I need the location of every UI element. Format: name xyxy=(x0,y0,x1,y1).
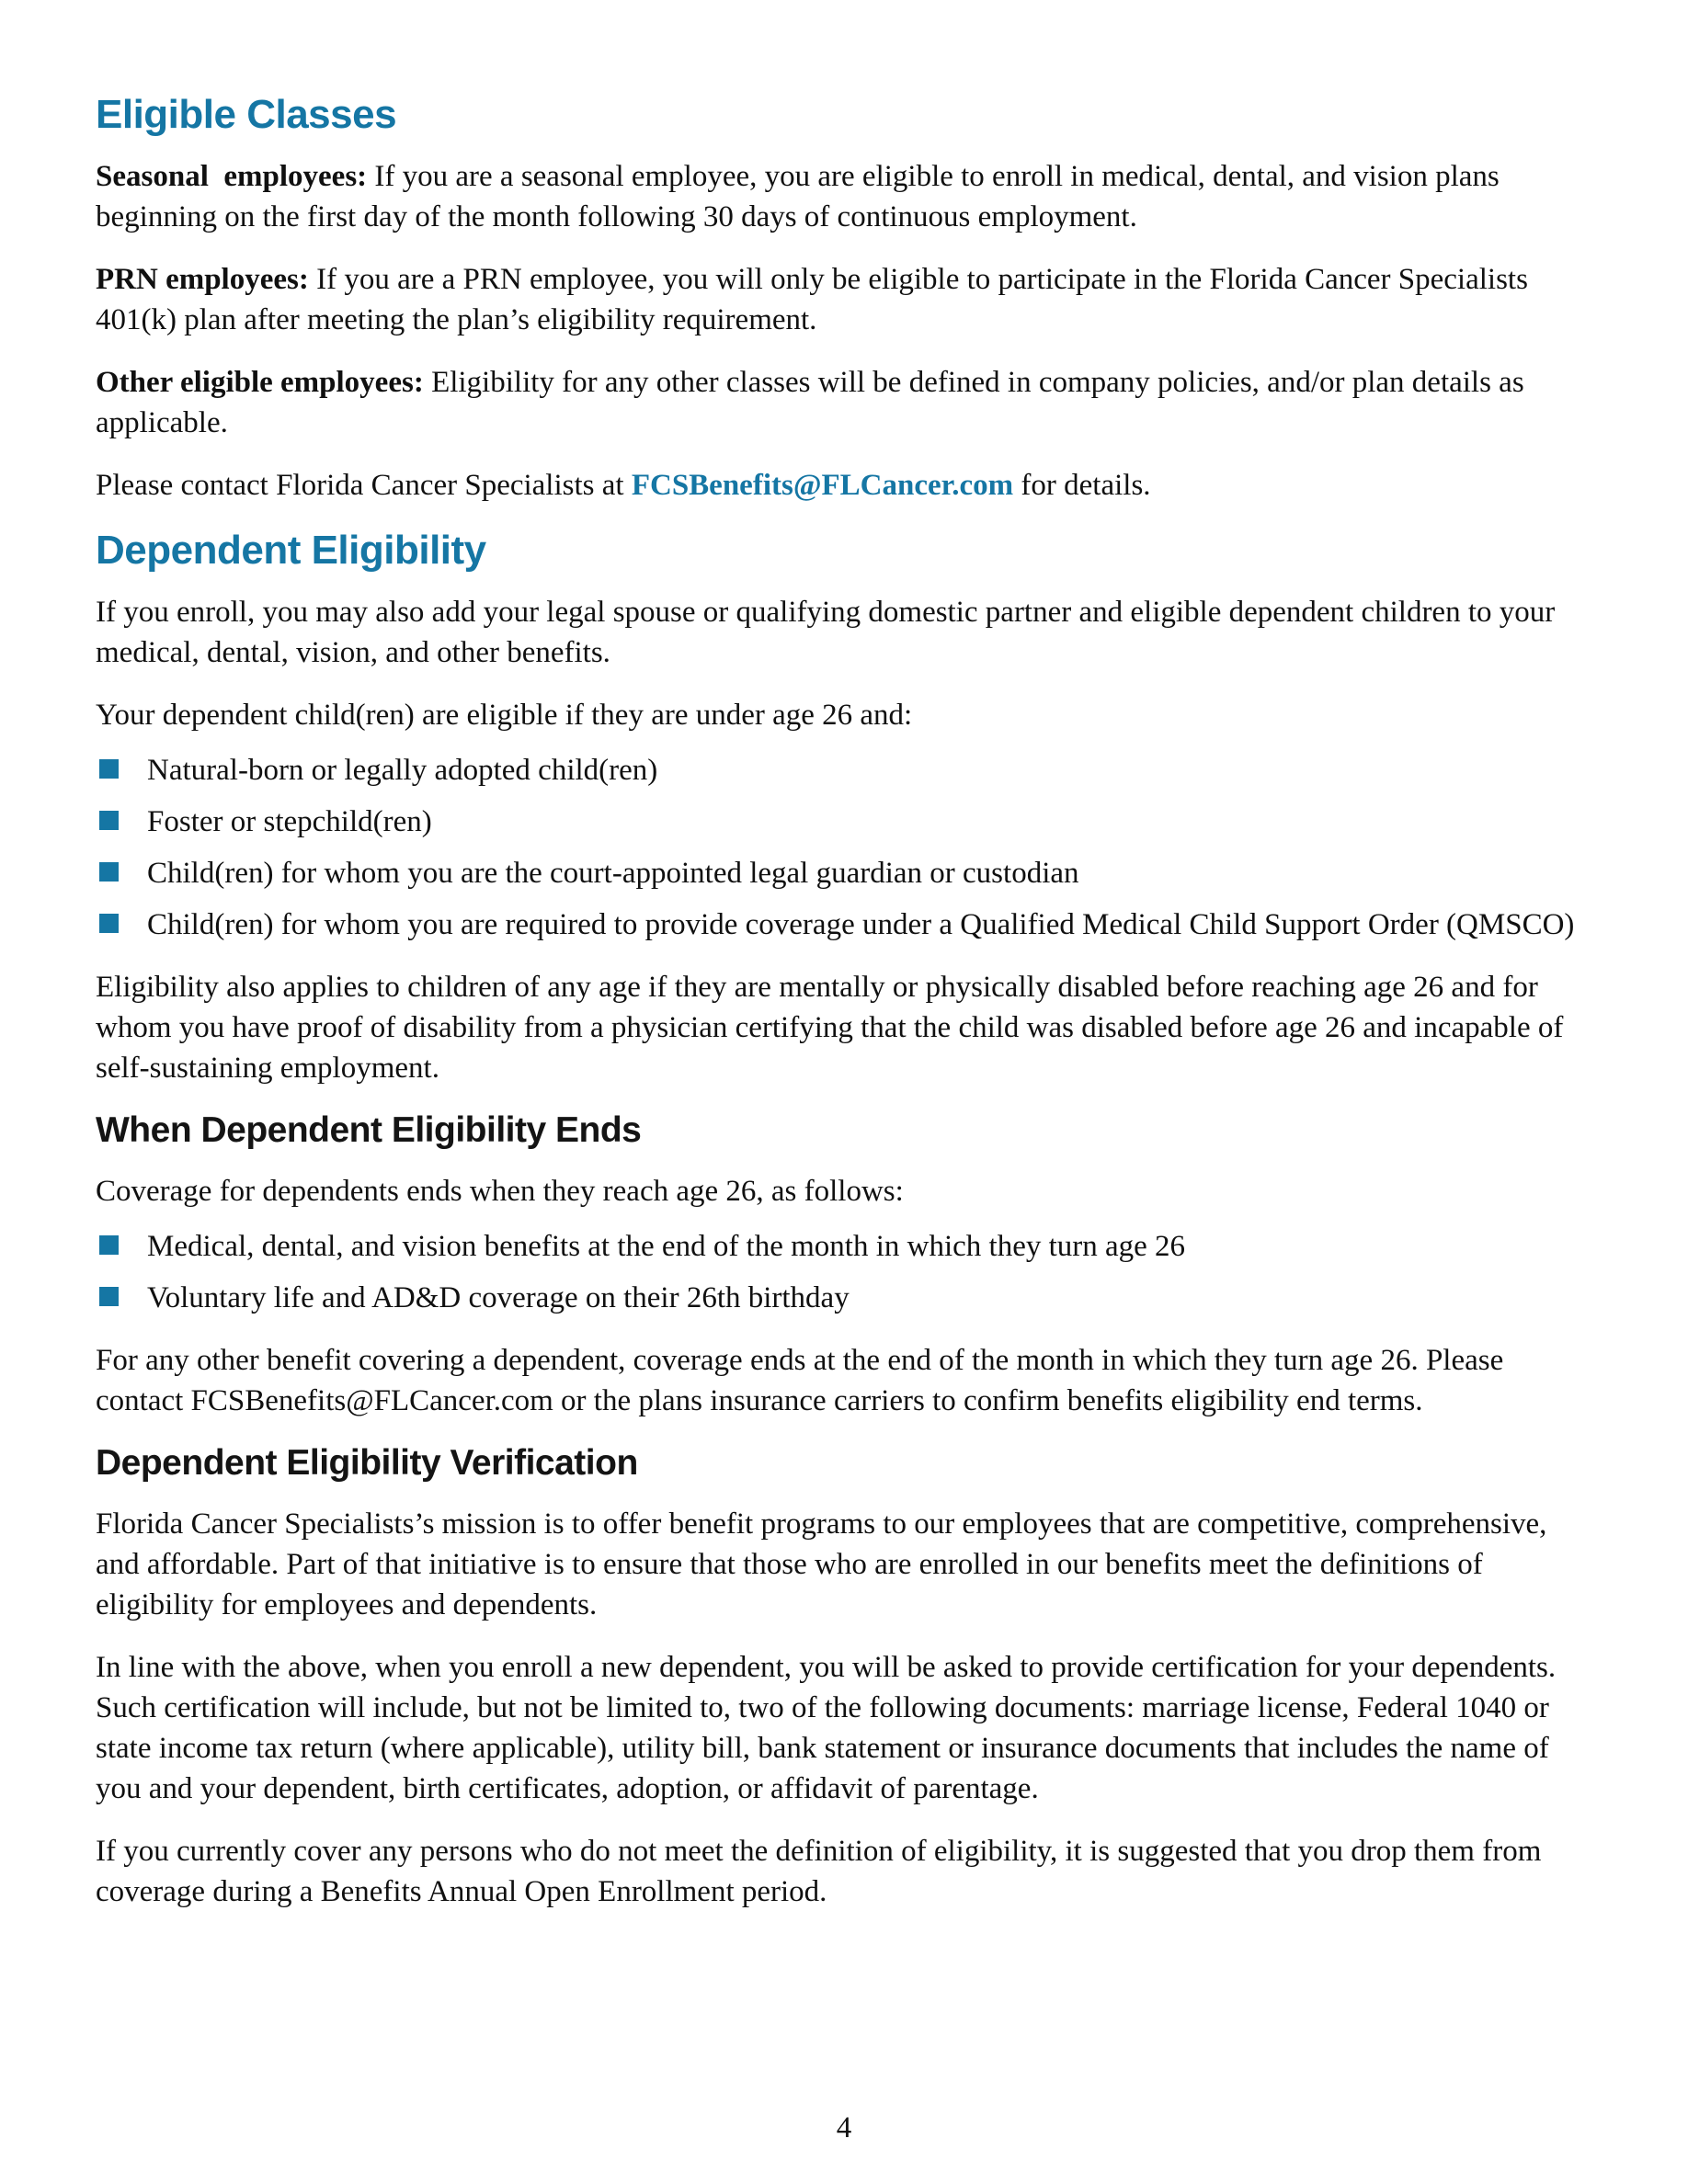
list-item-text: Foster or stepchild(ren) xyxy=(147,805,432,838)
paragraph-other-eligible-employees xyxy=(96,362,1596,443)
coverage-end-rules-list xyxy=(96,1226,1596,1318)
prn-employees-lead: PRN employees: xyxy=(96,263,309,296)
list-item-text: Natural-born or legally adopted child(ren) xyxy=(147,754,658,787)
bullet-square-icon xyxy=(99,811,119,830)
seasonal-employees-lead: Seasonal employees: xyxy=(96,160,368,193)
paragraph-certification: In line with the above, when you enroll a new dependent, you will be asked to provide certification for your dependents. Such certification will include, but not be limited to, two of the following documents: marriage license, Federal 1040 or state income tax return (where applicable), utility bill, bank statement or insurance documents that includes the name of you and your dependent, birth certificates, adoption, or affidavit of parentage. xyxy=(96,1651,1557,1805)
list-item xyxy=(96,853,1596,893)
list-item-text: Medical, dental, and vision benefits at the end of the month in which they turn age 26 xyxy=(147,1230,1186,1263)
paragraph-mission: Florida Cancer Specialists’s mission is to offer benefit programs to our employees that are competitive, comprehensive, and affordable. Part of that initiative is to ensure that those who are enrolled in our benefits meet the definitions of eligibility for employees and dependents. xyxy=(96,1507,1547,1621)
paragraph-coverage-ends-intro: Coverage for dependents ends when they reach age 26, as follows: xyxy=(96,1175,904,1208)
contact-text-after: for details. xyxy=(1013,469,1151,502)
heading-dependent-eligibility-verification: Dependent Eligibility Verification xyxy=(96,1443,638,1483)
list-item xyxy=(96,1226,1596,1267)
list-item-text: Child(ren) for whom you are the court-appointed legal guardian or custodian xyxy=(147,857,1079,890)
prn-employees-text: If you are a PRN employee, you will only be eligible to participate in the Florida Cancer Specialists 401(k) plan after meeting the plan’s eligibility requirement. xyxy=(96,263,1528,336)
paragraph-seasonal-employees xyxy=(96,156,1596,237)
page-number: 4 xyxy=(836,2111,852,2144)
contact-text-before: Please contact Florida Cancer Specialists at xyxy=(96,469,632,502)
paragraph-other-benefits-end: For any other benefit covering a dependent, coverage ends at the end of the month in which they turn age 26. Please contact FCSBenefits@FLCancer.com or the plans insurance carriers to confirm benefits eligibility end terms. xyxy=(96,1344,1504,1417)
bullet-square-icon xyxy=(99,862,119,882)
heading-when-dependent-eligibility-ends: When Dependent Eligibility Ends xyxy=(96,1110,642,1150)
heading-eligible-classes: Eligible Classes xyxy=(96,92,397,137)
list-item xyxy=(96,904,1596,945)
list-item xyxy=(96,802,1596,842)
paragraph-child-criteria-intro: Your dependent child(ren) are eligible if they are under age 26 and: xyxy=(96,699,913,732)
paragraph-contact xyxy=(96,465,1596,506)
paragraph-disabled-children: Eligibility also applies to children of any age if they are mentally or physically disabled before reaching age 26 and for whom you have proof of disability from a physician certifying that the child was disabled before age 26 and incapable of self-sustaining employment. xyxy=(96,971,1564,1085)
other-eligible-text: Eligibility for any other classes will be defined in company policies, and/or plan details as applicable. xyxy=(96,366,1524,439)
bullet-square-icon xyxy=(99,1287,119,1306)
paragraph-drop-coverage: If you currently cover any persons who do not meet the definition of eligibility, it is suggested that you drop them from coverage during a Benefits Annual Open Enrollment period. xyxy=(96,1835,1542,1908)
list-item xyxy=(96,1278,1596,1318)
heading-dependent-eligibility: Dependent Eligibility xyxy=(96,528,486,573)
seasonal-employees-text: If you are a seasonal employee, you are eligible to enroll in medical, dental, and vision plans beginning on the first day of the month following 30 days of continuous employment. xyxy=(96,160,1500,233)
list-item-text: Voluntary life and AD&D coverage on their 26th birthday xyxy=(147,1281,850,1314)
list-item xyxy=(96,750,1596,791)
list-item-text: Child(ren) for whom you are required to provide coverage under a Qualified Medical Child Support Order (QMSCO) xyxy=(147,908,1575,941)
bullet-square-icon xyxy=(99,914,119,933)
bullet-square-icon xyxy=(99,759,119,779)
child-criteria-list xyxy=(96,750,1596,945)
benefits-email-link[interactable]: FCSBenefits@FLCancer.com xyxy=(631,469,1014,502)
paragraph-dependent-intro: If you enroll, you may also add your legal spouse or qualifying domestic partner and eligible dependent children to your medical, dental, vision, and other benefits. xyxy=(96,596,1556,669)
other-eligible-lead: Other eligible employees: xyxy=(96,366,424,399)
bullet-square-icon xyxy=(99,1235,119,1255)
paragraph-prn-employees xyxy=(96,259,1596,340)
